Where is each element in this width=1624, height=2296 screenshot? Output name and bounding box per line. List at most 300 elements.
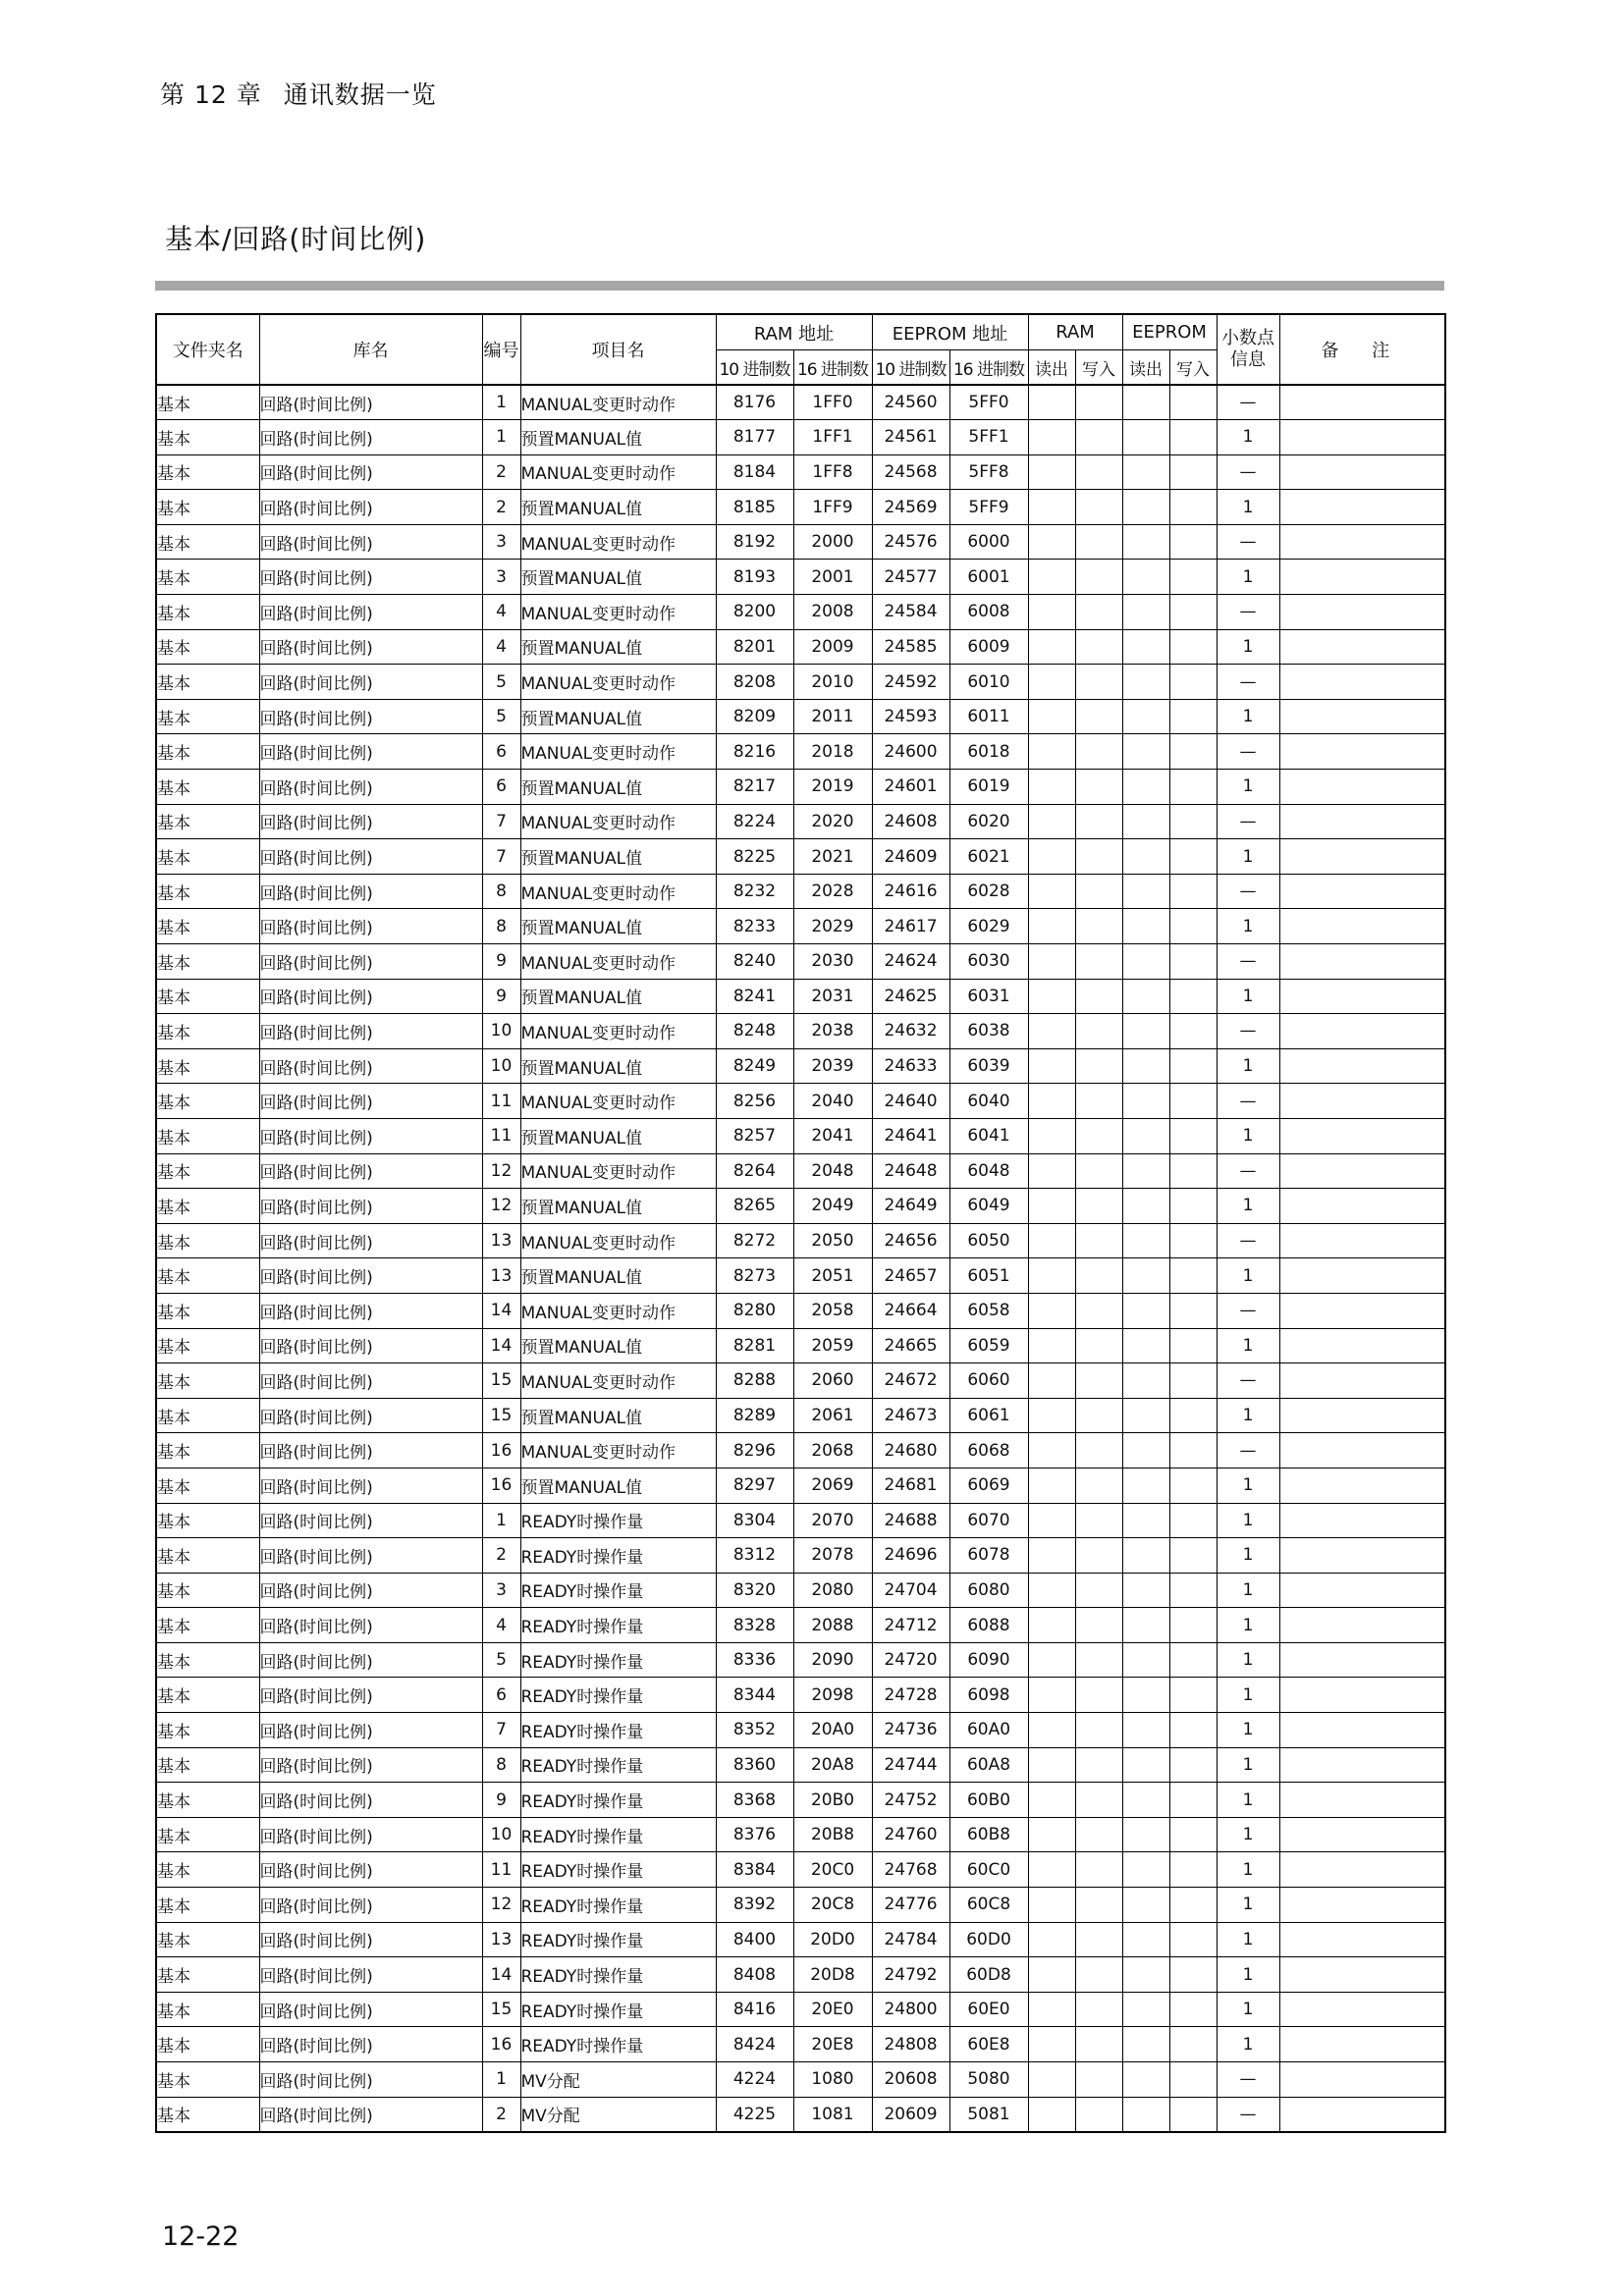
library-cell: 回路(时间比例)	[259, 1048, 482, 1084]
item-cell: READY时操作量	[520, 1503, 716, 1538]
eeprom-write-cell	[1169, 1363, 1217, 1399]
eeprom-write-cell	[1169, 2097, 1217, 2132]
remarks-cell	[1279, 665, 1445, 700]
item-cell: 预置MANUAL值	[520, 420, 716, 455]
table-row	[156, 1678, 1445, 1713]
ram-read-cell	[1028, 1293, 1075, 1328]
number-cell: 7	[482, 1713, 520, 1748]
library-cell: 回路(时间比例)	[259, 1747, 482, 1783]
folder-cell: 基本	[156, 1678, 259, 1713]
eeprom-write-cell	[1169, 1817, 1217, 1852]
number-cell: 16	[482, 1433, 520, 1468]
ram-read-cell	[1028, 454, 1075, 490]
table-row	[156, 1084, 1445, 1119]
number-cell: 7	[482, 804, 520, 839]
ram-dec-cell: 8256	[716, 1084, 793, 1119]
ram-dec-cell: 4224	[716, 2062, 793, 2098]
eeprom-read-cell	[1122, 454, 1169, 490]
folder-cell: 基本	[156, 1293, 259, 1328]
ram-hex-cell: 2001	[793, 560, 872, 595]
ram-dec-cell: 8272	[716, 1223, 793, 1258]
number-cell: 1	[482, 420, 520, 455]
ram-hex-cell: 2028	[793, 874, 872, 909]
decimal-info-cell: —	[1217, 454, 1279, 490]
table-row	[156, 1433, 1445, 1468]
table-row	[156, 1223, 1445, 1258]
remarks-cell	[1279, 699, 1445, 734]
folder-cell: 基本	[156, 699, 259, 734]
library-cell: 回路(时间比例)	[259, 1223, 482, 1258]
decimal-info-cell: 1	[1217, 1747, 1279, 1783]
ram-read-cell	[1028, 1503, 1075, 1538]
eeprom-hex-cell: 5FF1	[949, 420, 1028, 455]
eeprom-hex-cell: 6040	[949, 1084, 1028, 1119]
eeprom-hex-cell: 6061	[949, 1398, 1028, 1433]
folder-cell: 基本	[156, 524, 259, 560]
ram-dec-cell: 8200	[716, 595, 793, 630]
folder-cell: 基本	[156, 1817, 259, 1852]
ram-hex-cell: 2008	[793, 595, 872, 630]
ram-read-cell	[1028, 1014, 1075, 1049]
ram-hex-cell: 2020	[793, 804, 872, 839]
folder-cell: 基本	[156, 1398, 259, 1433]
remarks-cell	[1279, 1922, 1445, 1957]
ram-hex-cell: 20C0	[793, 1852, 872, 1888]
item-cell: MANUAL变更时动作	[520, 1293, 716, 1328]
ram-read-cell	[1028, 1922, 1075, 1957]
library-cell: 回路(时间比例)	[259, 1538, 482, 1574]
remarks-cell	[1279, 874, 1445, 909]
ram-write-cell	[1075, 2097, 1122, 2132]
decimal-info-cell: 1	[1217, 1852, 1279, 1888]
eeprom-read-cell	[1122, 734, 1169, 770]
ram-dec-cell: 8265	[716, 1189, 793, 1224]
ram-write-cell	[1075, 1084, 1122, 1119]
library-cell: 回路(时间比例)	[259, 1573, 482, 1608]
eeprom-hex-cell: 6038	[949, 1014, 1028, 1049]
remarks-cell	[1279, 770, 1445, 805]
header-decimal-info	[1217, 314, 1279, 385]
remarks-cell	[1279, 524, 1445, 560]
ram-hex-cell: 2040	[793, 1084, 872, 1119]
folder-cell: 基本	[156, 804, 259, 839]
number-cell: 15	[482, 1363, 520, 1399]
ram-dec-cell: 8376	[716, 1817, 793, 1852]
eeprom-hex-cell: 6051	[949, 1258, 1028, 1294]
eeprom-dec-cell: 24568	[872, 454, 949, 490]
ram-write-cell	[1075, 1992, 1122, 2027]
number-cell: 14	[482, 1293, 520, 1328]
decimal-info-cell: 1	[1217, 1118, 1279, 1153]
eeprom-read-cell	[1122, 1153, 1169, 1189]
item-cell: READY时操作量	[520, 1538, 716, 1574]
remarks-cell	[1279, 734, 1445, 770]
folder-cell: 基本	[156, 1118, 259, 1153]
decimal-info-cell: —	[1217, 665, 1279, 700]
eeprom-read-cell	[1122, 1258, 1169, 1294]
eeprom-read-cell	[1122, 1538, 1169, 1574]
item-cell: READY时操作量	[520, 1957, 716, 1993]
eeprom-dec-cell: 24560	[872, 385, 949, 420]
table-row	[156, 1538, 1445, 1574]
eeprom-dec-cell: 24561	[872, 420, 949, 455]
ram-write-cell	[1075, 770, 1122, 805]
folder-cell: 基本	[156, 839, 259, 875]
ram-dec-cell: 8352	[716, 1713, 793, 1748]
eeprom-read-cell	[1122, 699, 1169, 734]
table-row	[156, 1922, 1445, 1957]
library-cell: 回路(时间比例)	[259, 385, 482, 420]
table-row	[156, 699, 1445, 734]
eeprom-write-cell	[1169, 1713, 1217, 1748]
item-cell: READY时操作量	[520, 1747, 716, 1783]
eeprom-dec-cell: 24608	[872, 804, 949, 839]
number-cell: 13	[482, 1922, 520, 1957]
ram-write-cell	[1075, 1014, 1122, 1049]
ram-read-cell	[1028, 420, 1075, 455]
ram-read-cell	[1028, 1118, 1075, 1153]
eeprom-read-cell	[1122, 560, 1169, 595]
remarks-cell	[1279, 2097, 1445, 2132]
number-cell: 8	[482, 909, 520, 944]
ram-read-cell	[1028, 1713, 1075, 1748]
eeprom-dec-cell: 24728	[872, 1678, 949, 1713]
decimal-info-cell: 1	[1217, 1642, 1279, 1678]
library-cell: 回路(时间比例)	[259, 629, 482, 665]
eeprom-write-cell	[1169, 1678, 1217, 1713]
ram-write-cell	[1075, 2027, 1122, 2062]
ram-hex-cell: 1081	[793, 2097, 872, 2132]
ram-dec-cell: 8217	[716, 770, 793, 805]
ram-write-cell	[1075, 629, 1122, 665]
ram-write-cell	[1075, 1713, 1122, 1748]
ram-dec-cell: 4225	[716, 2097, 793, 2132]
number-cell: 12	[482, 1888, 520, 1923]
decimal-info-cell: 1	[1217, 1398, 1279, 1433]
eeprom-dec-cell: 24665	[872, 1328, 949, 1363]
eeprom-dec-cell: 24640	[872, 1084, 949, 1119]
ram-write-cell	[1075, 1328, 1122, 1363]
library-cell: 回路(时间比例)	[259, 1817, 482, 1852]
number-cell: 1	[482, 1503, 520, 1538]
remarks-cell	[1279, 1573, 1445, 1608]
ram-read-cell	[1028, 1468, 1075, 1503]
ram-hex-cell: 20B0	[793, 1783, 872, 1818]
table-row	[156, 2027, 1445, 2062]
library-cell: 回路(时间比例)	[259, 2097, 482, 2132]
eeprom-hex-cell: 6058	[949, 1293, 1028, 1328]
item-cell: MANUAL变更时动作	[520, 595, 716, 630]
ram-read-cell	[1028, 804, 1075, 839]
item-cell: READY时操作量	[520, 1817, 716, 1852]
library-cell: 回路(时间比例)	[259, 770, 482, 805]
library-cell: 回路(时间比例)	[259, 1014, 482, 1049]
ram-write-cell	[1075, 420, 1122, 455]
eeprom-write-cell	[1169, 2027, 1217, 2062]
ram-read-cell	[1028, 629, 1075, 665]
eeprom-hex-cell: 6008	[949, 595, 1028, 630]
folder-cell: 基本	[156, 944, 259, 980]
eeprom-hex-cell: 60E0	[949, 1992, 1028, 2027]
eeprom-hex-cell: 6090	[949, 1642, 1028, 1678]
ram-hex-cell: 2030	[793, 944, 872, 980]
eeprom-read-cell	[1122, 385, 1169, 420]
eeprom-write-cell	[1169, 1048, 1217, 1084]
eeprom-hex-cell: 6000	[949, 524, 1028, 560]
eeprom-read-cell	[1122, 804, 1169, 839]
eeprom-dec-cell: 24673	[872, 1398, 949, 1433]
eeprom-read-cell	[1122, 1189, 1169, 1224]
ram-hex-cell: 1080	[793, 2062, 872, 2098]
header-folder: 文件夹名	[156, 314, 259, 385]
ram-write-cell	[1075, 595, 1122, 630]
eeprom-write-cell	[1169, 1538, 1217, 1574]
decimal-info-cell: —	[1217, 734, 1279, 770]
folder-cell: 基本	[156, 454, 259, 490]
ram-write-cell	[1075, 1783, 1122, 1818]
chapter-title: 通讯数据一览	[283, 80, 437, 109]
ram-hex-cell: 2080	[793, 1573, 872, 1608]
ram-hex-cell: 2058	[793, 1293, 872, 1328]
eeprom-read-cell	[1122, 909, 1169, 944]
eeprom-hex-cell: 6029	[949, 909, 1028, 944]
ram-dec-cell: 8296	[716, 1433, 793, 1468]
table-row	[156, 1713, 1445, 1748]
eeprom-read-cell	[1122, 1852, 1169, 1888]
ram-write-cell	[1075, 909, 1122, 944]
ram-dec-cell: 8176	[716, 385, 793, 420]
library-cell: 回路(时间比例)	[259, 420, 482, 455]
decimal-info-cell: —	[1217, 1014, 1279, 1049]
library-cell: 回路(时间比例)	[259, 699, 482, 734]
number-cell: 2	[482, 490, 520, 525]
eeprom-dec-cell: 24672	[872, 1363, 949, 1399]
ram-read-cell	[1028, 1783, 1075, 1818]
decimal-info-cell: 1	[1217, 1608, 1279, 1643]
item-cell: 预置MANUAL值	[520, 1118, 716, 1153]
header-number: 编号	[482, 314, 520, 385]
ram-hex-cell: 2069	[793, 1468, 872, 1503]
eeprom-hex-cell: 6011	[949, 699, 1028, 734]
eeprom-write-cell	[1169, 560, 1217, 595]
ram-dec-cell: 8224	[716, 804, 793, 839]
eeprom-write-cell	[1169, 1189, 1217, 1224]
eeprom-dec-cell: 24632	[872, 1014, 949, 1049]
eeprom-dec-cell: 24569	[872, 490, 949, 525]
eeprom-hex-cell: 6098	[949, 1678, 1028, 1713]
ram-dec-cell: 8312	[716, 1538, 793, 1574]
decimal-info-cell: 1	[1217, 1888, 1279, 1923]
decimal-info-cell: 1	[1217, 1258, 1279, 1294]
folder-cell: 基本	[156, 909, 259, 944]
ram-dec-cell: 8185	[716, 490, 793, 525]
ram-write-cell	[1075, 874, 1122, 909]
number-cell: 9	[482, 1783, 520, 1818]
decimal-info-cell: —	[1217, 874, 1279, 909]
header-ram-hex: 16 进制数	[793, 350, 872, 386]
number-cell: 13	[482, 1258, 520, 1294]
eeprom-dec-cell: 24720	[872, 1642, 949, 1678]
decimal-info-cell: —	[1217, 2062, 1279, 2098]
ram-write-cell	[1075, 1189, 1122, 1224]
ram-hex-cell: 2010	[793, 665, 872, 700]
library-cell: 回路(时间比例)	[259, 1433, 482, 1468]
ram-hex-cell: 2000	[793, 524, 872, 560]
item-cell: MANUAL变更时动作	[520, 1084, 716, 1119]
eeprom-dec-cell: 24712	[872, 1608, 949, 1643]
eeprom-write-cell	[1169, 1014, 1217, 1049]
eeprom-hex-cell: 6068	[949, 1433, 1028, 1468]
table-row	[156, 490, 1445, 525]
decimal-info-cell: 1	[1217, 1783, 1279, 1818]
ram-dec-cell: 8273	[716, 1258, 793, 1294]
ram-hex-cell: 2051	[793, 1258, 872, 1294]
ram-dec-cell: 8184	[716, 454, 793, 490]
remarks-cell	[1279, 1258, 1445, 1294]
item-cell: READY时操作量	[520, 1713, 716, 1748]
ram-read-cell	[1028, 944, 1075, 980]
ram-dec-cell: 8344	[716, 1678, 793, 1713]
remarks-cell	[1279, 2027, 1445, 2062]
table-row	[156, 629, 1445, 665]
remarks-cell	[1279, 1118, 1445, 1153]
library-cell: 回路(时间比例)	[259, 665, 482, 700]
table-row	[156, 1398, 1445, 1433]
item-cell: MANUAL变更时动作	[520, 385, 716, 420]
table-row	[156, 1153, 1445, 1189]
eeprom-write-cell	[1169, 1888, 1217, 1923]
ram-dec-cell: 8225	[716, 839, 793, 875]
table-header	[156, 314, 1445, 385]
eeprom-write-cell	[1169, 804, 1217, 839]
remarks-cell	[1279, 1223, 1445, 1258]
remarks-cell	[1279, 2062, 1445, 2098]
remarks-cell	[1279, 1503, 1445, 1538]
item-cell: 预置MANUAL值	[520, 979, 716, 1014]
eeprom-write-cell	[1169, 734, 1217, 770]
remarks-cell	[1279, 1817, 1445, 1852]
table-row	[156, 560, 1445, 595]
chapter-number: 第 12 章	[160, 80, 262, 109]
folder-cell: 基本	[156, 1888, 259, 1923]
eeprom-dec-cell: 24752	[872, 1783, 949, 1818]
ram-hex-cell: 2039	[793, 1048, 872, 1084]
table-row	[156, 770, 1445, 805]
number-cell: 3	[482, 524, 520, 560]
table-row	[156, 874, 1445, 909]
decimal-info-cell: 1	[1217, 1503, 1279, 1538]
folder-cell: 基本	[156, 1608, 259, 1643]
decimal-info-cell: 1	[1217, 1573, 1279, 1608]
eeprom-hex-cell: 60A0	[949, 1713, 1028, 1748]
remarks-cell	[1279, 420, 1445, 455]
folder-cell: 基本	[156, 1992, 259, 2027]
decimal-info-cell: 1	[1217, 1538, 1279, 1574]
ram-write-cell	[1075, 1957, 1122, 1993]
eeprom-hex-cell: 6001	[949, 560, 1028, 595]
folder-cell: 基本	[156, 1328, 259, 1363]
item-cell: 预置MANUAL值	[520, 1189, 716, 1224]
decimal-info-cell: —	[1217, 524, 1279, 560]
eeprom-read-cell	[1122, 1014, 1169, 1049]
remarks-cell	[1279, 1293, 1445, 1328]
header-decimal-line2: 信息	[1230, 349, 1266, 370]
item-cell: READY时操作量	[520, 1678, 716, 1713]
folder-cell: 基本	[156, 385, 259, 420]
ram-write-cell	[1075, 1503, 1122, 1538]
library-cell: 回路(时间比例)	[259, 804, 482, 839]
eeprom-hex-cell: 6060	[949, 1363, 1028, 1399]
ram-hex-cell: 2049	[793, 1189, 872, 1224]
remarks-cell	[1279, 1608, 1445, 1643]
library-cell: 回路(时间比例)	[259, 1328, 482, 1363]
eeprom-hex-cell: 6020	[949, 804, 1028, 839]
remarks-cell	[1279, 944, 1445, 980]
ram-write-cell	[1075, 1118, 1122, 1153]
eeprom-write-cell	[1169, 420, 1217, 455]
remarks-cell	[1279, 1538, 1445, 1574]
eeprom-write-cell	[1169, 1992, 1217, 2027]
ram-write-cell	[1075, 1852, 1122, 1888]
ram-write-cell	[1075, 385, 1122, 420]
table-row	[156, 1573, 1445, 1608]
eeprom-dec-cell: 24609	[872, 839, 949, 875]
item-cell: READY时操作量	[520, 1852, 716, 1888]
eeprom-write-cell	[1169, 1084, 1217, 1119]
ram-hex-cell: 20E8	[793, 2027, 872, 2062]
eeprom-dec-cell: 24768	[872, 1852, 949, 1888]
eeprom-write-cell	[1169, 839, 1217, 875]
library-cell: 回路(时间比例)	[259, 1888, 482, 1923]
number-cell: 4	[482, 595, 520, 630]
eeprom-dec-cell: 24641	[872, 1118, 949, 1153]
eeprom-hex-cell: 60B0	[949, 1783, 1028, 1818]
number-cell: 6	[482, 770, 520, 805]
ram-hex-cell: 2038	[793, 1014, 872, 1049]
ram-hex-cell: 2021	[793, 839, 872, 875]
ram-dec-cell: 8304	[716, 1503, 793, 1538]
ram-dec-cell: 8264	[716, 1153, 793, 1189]
number-cell: 4	[482, 629, 520, 665]
library-cell: 回路(时间比例)	[259, 490, 482, 525]
ram-read-cell	[1028, 595, 1075, 630]
folder-cell: 基本	[156, 1538, 259, 1574]
remarks-cell	[1279, 629, 1445, 665]
number-cell: 12	[482, 1189, 520, 1224]
ram-read-cell	[1028, 1538, 1075, 1574]
ram-write-cell	[1075, 1747, 1122, 1783]
decimal-info-cell: —	[1217, 1363, 1279, 1399]
library-cell: 回路(时间比例)	[259, 1118, 482, 1153]
number-cell: 1	[482, 385, 520, 420]
eeprom-write-cell	[1169, 874, 1217, 909]
ram-read-cell	[1028, 1328, 1075, 1363]
number-cell: 10	[482, 1048, 520, 1084]
eeprom-read-cell	[1122, 979, 1169, 1014]
eeprom-write-cell	[1169, 454, 1217, 490]
eeprom-hex-cell: 6078	[949, 1538, 1028, 1574]
remarks-cell	[1279, 1783, 1445, 1818]
folder-cell: 基本	[156, 1783, 259, 1818]
folder-cell: 基本	[156, 1084, 259, 1119]
folder-cell: 基本	[156, 1363, 259, 1399]
eeprom-write-cell	[1169, 770, 1217, 805]
eeprom-write-cell	[1169, 1608, 1217, 1643]
eeprom-dec-cell: 24704	[872, 1573, 949, 1608]
table-row	[156, 665, 1445, 700]
ram-hex-cell: 2019	[793, 770, 872, 805]
decimal-info-cell: 1	[1217, 770, 1279, 805]
